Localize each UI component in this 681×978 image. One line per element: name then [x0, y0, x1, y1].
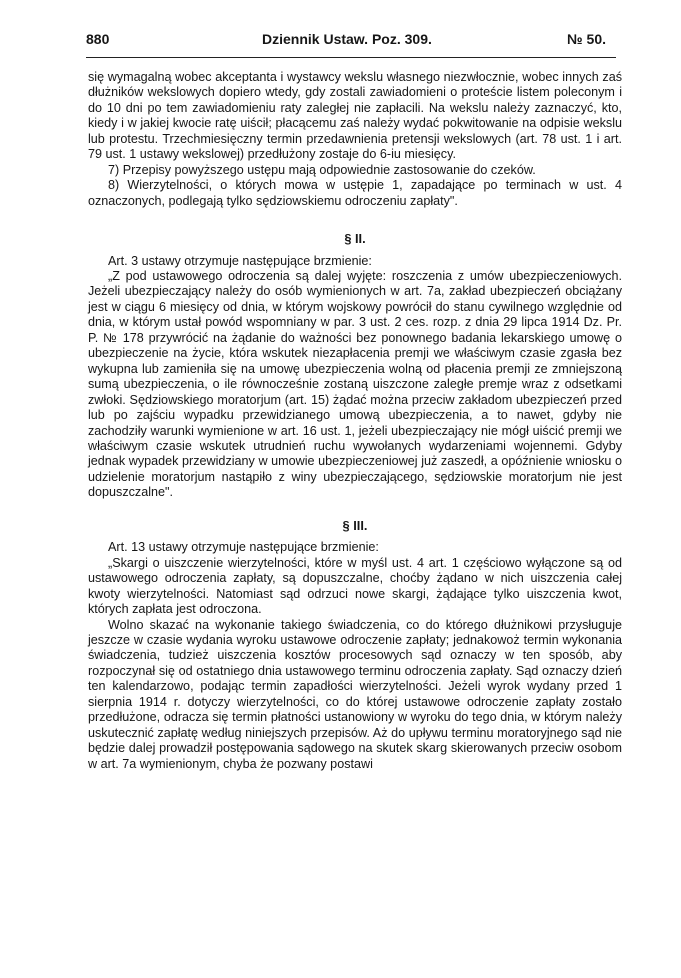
section-3-text-1: „Skargi o uiszczenie wierzytelności, które w myśl ust. 4 art. 1 częściowo wyłączone są od ustawowego odroczenia zapłaty, są dopuszczalne, choćby żądano w nich uiszczenia całej kwoty wierzytelności. Natomiast sąd odrzuci nowe skargi, żądające tylko uiszczenia kwot, których zapłata jest odroczona.: [88, 555, 622, 617]
paragraph-continuation: się wymagalną wobec akceptanta i wystawcy wekslu własnego niezwłocznie, wobec innych zaś dłużników wekslowych dopiero wtedy, gdy zostali zawiadomieni o proteście listem poleconym i do 10 dni po tem zawiadomieniu raty zaległej nie zapłacili. Na wekslu należy zaznaczyć, kto, kiedy i w jakiej kwocie ratę uiścił; płacącemu zaś należy wydać pokwitowanie na odpisie wekslu lub protestu. Trzechmiesięczny termin przedawnienia pretensji wekslowych (art. 78 ust. 1 i art. 79 ust. 1 ustawy wekslowej) przedłużony zostaje do 6-iu miesięcy.: [88, 70, 622, 162]
document-body: [88, 70, 622, 772]
section-3-text-2: Wolno skazać na wykonanie takiego świadczenia, co do którego dłużnikowi przysługuje jeszcze w czasie wydania wyroku ustawowe odroczenie zapłaty; jednakowoż termin wykonania świadczenia, tudzież uiszczenia kosztów procesowych sąd oznaczy w ten sposób, aby rozpoczynał się od ostatniego dnia ustawowego terminu odroczenia zapłaty. Sąd oznaczy dzień ten kalendarzowo, podając termin zapadłości wierzytelności. Jeżeli wyrok wydany przed 1 sierpnia 1914 r. dotyczy wierzytelności, co do której ustawowe odroczenie zapłaty zostało przedłużone, odracza się termin płatności ustanowiony w wyroku do tego dnia, w którym należy uskutecznić zapłatę według niniejszych przepisów. Aż do upływu terminu moratoryjnego sąd nie będzie dalej prowadził postępowania sądowego na skutek skarg skierowanych przeciw osobom w art. 7a wymienionym, chyba że pozwany postawi: [88, 617, 622, 771]
header-rule: [86, 57, 616, 58]
section-3-intro: Art. 13 ustawy otrzymuje następujące brzmienie:: [108, 540, 379, 555]
page-number: 880: [86, 31, 110, 47]
page-header: [86, 31, 606, 49]
paragraph-7: 7) Przepisy powyższego ustępu mają odpowiednie zastosowanie do czeków.: [108, 162, 536, 177]
section-heading-3: § III.: [342, 517, 368, 533]
issue-number: № 50.: [567, 31, 606, 47]
paragraph-8: 8) Wierzytelności, o których mowa w ustępie 1, zapadające po terminach w ust. 4 oznaczonych, podlegają tylko sędziowskiemu odroczeniu zapłaty".: [88, 178, 622, 208]
section-2-text: „Z pod ustawowego odroczenia są dalej wyjęte: roszczenia z umów ubezpieczeniowych. Jeżeli ubezpieczający należy do osób wymienionych w art. 7a, zakład ubezpieczeń obciążany jest w ciągu 6 miesięcy od dnia, w którym wojskowy powrócił do stanu cywilnego względnie od dnia, w którym ustał powód wspomniany w par. 3 ust. 2 ces. rozp. z dnia 29 lipca 1914 Dz. Pr. P. № 178 przywrócić na żądanie do ważności bez ponownego badania lekarskiego umowę o ubezpieczenie na życie, która wskutek niezapłacenia premji we właściwym czasie zgasła bez wykupna lub zamieniła się na umowę ubezpieczenia wolną od płacenia premji ze zmniejszoną sumą ubezpieczenia, o ile równocześnie zostaną uiszczone zaległe premje wraz z odsetkami zwłoki. Sędziowskiego moratorjum (art. 15) żądać można przeciw zakładom ubezpieczeń przed lub po zajściu wypadku przewidzianego umową ubezpieczenia, a to nawet, gdyby nie zachodziły warunki wymienione w art. 16 ust. 1, jeżeli ubezpieczający nie mógł uiścić premji we właściwym czasie wskutek utrudnień ruchu wywołanych wydarzeniami wojennemi. Gdyby jednak wypadek przewidziany w umowie ubezpieczeniowej już zaszedł, a opóźnienie wniosku o udzielenie moratorjum nastąpiło z winy ubezpieczającego, sędziowskie moratorjum nie jest dopuszczalne".: [88, 268, 622, 500]
journal-title: Dziennik Ustaw. Poz. 309.: [262, 31, 432, 47]
section-2-intro: Art. 3 ustawy otrzymuje następujące brzmienie:: [108, 253, 372, 268]
section-heading-2: § II.: [344, 231, 366, 247]
